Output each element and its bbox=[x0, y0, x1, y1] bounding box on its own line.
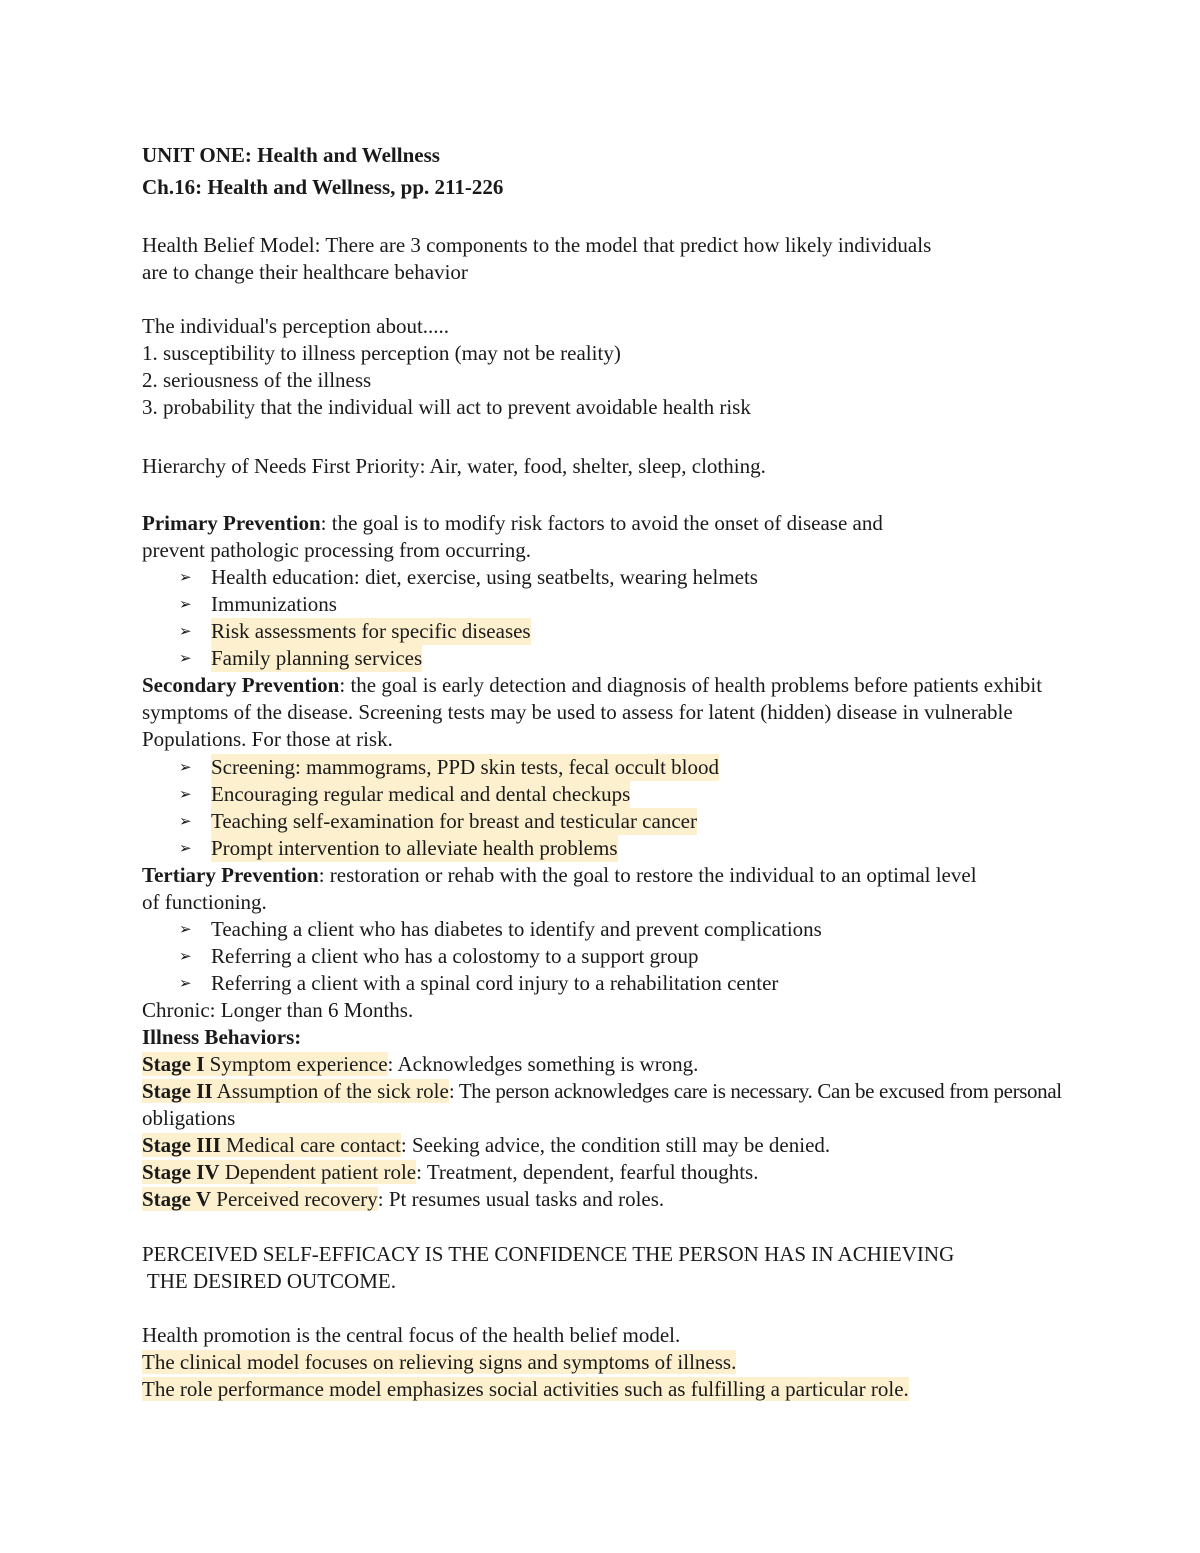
stage-label: Stage III bbox=[142, 1133, 221, 1157]
stage-name: Assumption of the sick role bbox=[212, 1079, 449, 1103]
arrow-bullet-icon: ➢ bbox=[179, 649, 192, 667]
bullet-text: Teaching a client who has diabetes to identify and prevent complications bbox=[211, 917, 822, 941]
chapter-title: Ch.16: Health and Wellness, pp. 211-226 bbox=[142, 175, 504, 199]
illness-behaviors-heading: Illness Behaviors: bbox=[142, 1025, 302, 1049]
primary-prevention-line-2: prevent pathologic processing from occurring. bbox=[142, 538, 531, 562]
stage-label: Stage II bbox=[142, 1079, 213, 1103]
list-item bbox=[142, 943, 1142, 970]
stage-description: : The person acknowledges care is necessary. Can be excused from personal bbox=[448, 1079, 1062, 1103]
stage-row bbox=[142, 1159, 758, 1186]
stage-name: Symptom experience bbox=[204, 1052, 388, 1076]
clinical-model-text: The clinical model focuses on relieving signs and symptoms of illness. bbox=[142, 1350, 737, 1374]
list-item bbox=[142, 808, 1142, 835]
stage-row bbox=[142, 1186, 664, 1213]
stage-row bbox=[142, 1078, 1062, 1105]
list-item bbox=[142, 916, 1142, 943]
stage-description: : Acknowledges something is wrong. bbox=[387, 1052, 699, 1076]
bullet-text: Risk assessments for specific diseases bbox=[211, 619, 531, 643]
self-efficacy-line-2: THE DESIRED OUTCOME. bbox=[142, 1269, 396, 1293]
perception-item: 2. seriousness of the illness bbox=[142, 368, 372, 392]
stage-description: : Treatment, dependent, fearful thoughts. bbox=[416, 1160, 759, 1184]
arrow-bullet-icon: ➢ bbox=[179, 785, 192, 803]
role-performance-note bbox=[142, 1376, 909, 1403]
secondary-prevention-line-3: Populations. For those at risk. bbox=[142, 727, 393, 751]
primary-prevention-label: Primary Prevention bbox=[142, 511, 321, 535]
tertiary-prevention-label: Tertiary Prevention bbox=[142, 863, 319, 887]
bullet-text: Encouraging regular medical and dental checkups bbox=[211, 782, 631, 806]
perception-intro: The individual's perception about..... bbox=[142, 314, 450, 338]
stage-row bbox=[142, 1132, 830, 1159]
stage-name: Medical care contact bbox=[220, 1133, 401, 1157]
hbm-line-1: Health Belief Model: There are 3 components to the model that predict how likely individuals bbox=[142, 233, 932, 257]
stage-label: Stage IV bbox=[142, 1160, 220, 1184]
arrow-bullet-icon: ➢ bbox=[179, 568, 192, 586]
perception-item: 1. susceptibility to illness perception (may not be reality) bbox=[142, 341, 621, 365]
list-item bbox=[142, 754, 1142, 781]
stage-name: Perceived recovery bbox=[211, 1187, 378, 1211]
bullet-text: Immunizations bbox=[211, 592, 337, 616]
tertiary-prevention-text: : restoration or rehab with the goal to restore the individual to an optimal level bbox=[318, 863, 977, 887]
primary-prevention-text: : the goal is to modify risk factors to avoid the onset of disease and bbox=[320, 511, 883, 535]
list-item bbox=[142, 591, 1142, 618]
stage-description: : Seeking advice, the condition still may be denied. bbox=[400, 1133, 831, 1157]
secondary-prevention-line-2: symptoms of the disease. Screening tests may be used to assess for latent (hidden) disease in vulnerable bbox=[142, 700, 1013, 724]
arrow-bullet-icon: ➢ bbox=[179, 839, 192, 857]
tertiary-prevention-line-1 bbox=[142, 862, 977, 889]
chronic-definition: Chronic: Longer than 6 Months. bbox=[142, 998, 414, 1022]
list-item bbox=[142, 835, 1142, 862]
list-item bbox=[142, 781, 1142, 808]
bullet-text: Teaching self-examination for breast and testicular cancer bbox=[211, 809, 697, 833]
stage-label: Stage V bbox=[142, 1187, 212, 1211]
tertiary-prevention-line-2: of functioning. bbox=[142, 890, 267, 914]
bullet-text: Family planning services bbox=[211, 646, 423, 670]
arrow-bullet-icon: ➢ bbox=[179, 595, 192, 613]
self-efficacy-line-1: PERCEIVED SELF-EFFICACY IS THE CONFIDENCE THE PERSON HAS IN ACHIEVING bbox=[142, 1242, 955, 1266]
bullet-text: Health education: diet, exercise, using seatbelts, wearing helmets bbox=[211, 565, 758, 589]
list-item bbox=[142, 618, 1142, 645]
role-performance-text: The role performance model emphasizes social activities such as fulfilling a particular role. bbox=[142, 1377, 909, 1401]
arrow-bullet-icon: ➢ bbox=[179, 920, 192, 938]
stage-label: Stage I bbox=[142, 1052, 205, 1076]
stage-row-continuation: obligations bbox=[142, 1106, 236, 1130]
bullet-text: Referring a client with a spinal cord injury to a rehabilitation center bbox=[211, 971, 779, 995]
arrow-bullet-icon: ➢ bbox=[179, 947, 192, 965]
arrow-bullet-icon: ➢ bbox=[179, 758, 192, 776]
primary-prevention-line-1 bbox=[142, 510, 883, 537]
list-item bbox=[142, 564, 1142, 591]
list-item bbox=[142, 970, 1142, 997]
arrow-bullet-icon: ➢ bbox=[179, 622, 192, 640]
list-item bbox=[142, 645, 1142, 672]
stage-name: Dependent patient role bbox=[219, 1160, 417, 1184]
stage-row bbox=[142, 1051, 698, 1078]
arrow-bullet-icon: ➢ bbox=[179, 812, 192, 830]
clinical-model-note bbox=[142, 1349, 736, 1376]
perception-item: 3. probability that the individual will act to prevent avoidable health risk bbox=[142, 395, 751, 419]
secondary-prevention-line-1 bbox=[142, 672, 1042, 699]
secondary-prevention-label: Secondary Prevention bbox=[142, 673, 340, 697]
bullet-text: Referring a client who has a colostomy to a support group bbox=[211, 944, 699, 968]
bullet-text: Prompt intervention to alleviate health problems bbox=[211, 836, 618, 860]
bullet-text: Screening: mammograms, PPD skin tests, fecal occult blood bbox=[211, 755, 719, 779]
arrow-bullet-icon: ➢ bbox=[179, 974, 192, 992]
health-promotion-note: Health promotion is the central focus of the health belief model. bbox=[142, 1323, 681, 1347]
hbm-line-2: are to change their healthcare behavior bbox=[142, 260, 468, 284]
hierarchy-of-needs: Hierarchy of Needs First Priority: Air, water, food, shelter, sleep, clothing. bbox=[142, 454, 766, 478]
stage-description: : Pt resumes usual tasks and roles. bbox=[377, 1187, 665, 1211]
secondary-prevention-text: : the goal is early detection and diagnosis of health problems before patients exhibit bbox=[339, 673, 1043, 697]
unit-title: UNIT ONE: Health and Wellness bbox=[142, 143, 440, 167]
